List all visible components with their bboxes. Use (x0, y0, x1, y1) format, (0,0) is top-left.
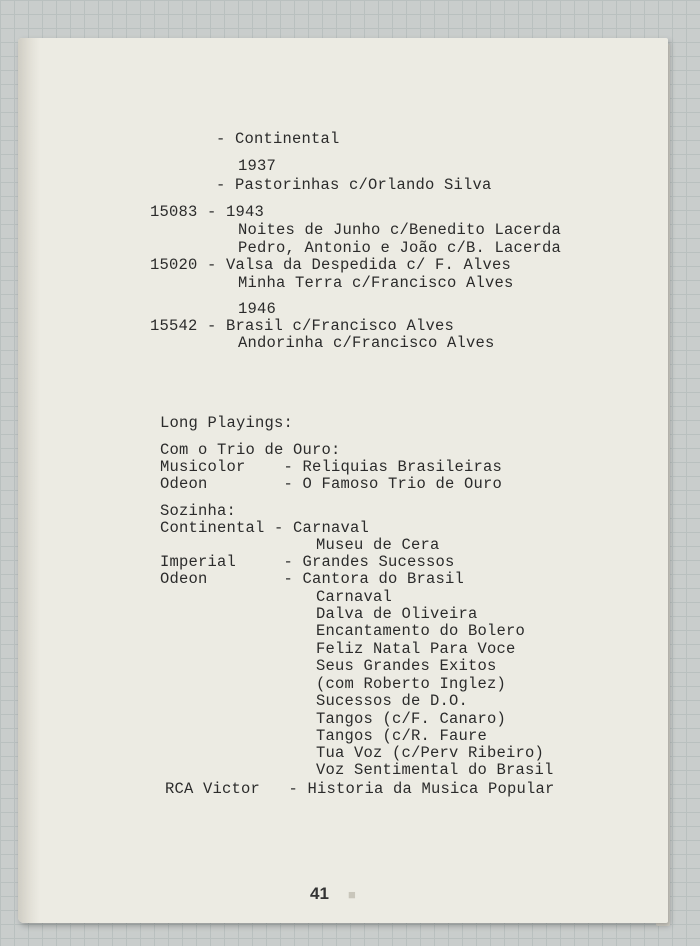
discography-line: Feliz Natal Para Voce (316, 640, 516, 658)
page-number: 41 (310, 884, 329, 903)
discography-line: Sozinha: (160, 502, 237, 520)
discography-line: RCA Victor - Historia da Musica Popular (165, 780, 555, 798)
discography-line: Com o Trio de Ouro: (160, 441, 341, 459)
discography-line: Museu de Cera (316, 536, 440, 554)
discography-line: Carnaval (316, 588, 393, 606)
binding-fold (18, 38, 40, 923)
discography-line: Tangos (c/R. Faure (316, 727, 488, 745)
section-heading: Long Playings: (160, 414, 294, 432)
discography-line: Voz Sentimental do Brasil (316, 761, 554, 779)
discography-line: Pedro, Antonio e João c/B. Lacerda (238, 239, 562, 257)
discography-line: Seus Grandes Exitos (316, 657, 497, 675)
show-through-mark: ■ (348, 887, 356, 902)
discography-line: - Continental (216, 130, 340, 148)
discography-line: 15542 - Brasil c/Francisco Alves (150, 317, 455, 335)
discography-line: Sucessos de D.O. (316, 692, 469, 710)
discography-line: Odeon - Cantora do Brasil (160, 570, 465, 588)
discography-line: 15020 - Valsa da Despedida c/ F. Alves (150, 256, 512, 274)
discography-line: 1937 (238, 157, 277, 175)
discography-line: Musicolor - Reliquias Brasileiras (160, 458, 503, 476)
discography-line: Encantamento do Bolero (316, 622, 526, 640)
discography-line: 15083 - 1943 (150, 203, 265, 221)
discography-line: - Pastorinhas c/Orlando Silva (216, 176, 492, 194)
discography-line: Tua Voz (c/Perv Ribeiro) (316, 744, 545, 762)
discography-line: Imperial - Grandes Sucessos (160, 553, 455, 571)
discography-line: Continental - Carnaval (160, 519, 370, 537)
discography-line: Minha Terra c/Francisco Alves (238, 274, 514, 292)
discography-line: Tangos (c/F. Canaro) (316, 710, 507, 728)
discography-line: (com Roberto Inglez) (316, 675, 507, 693)
discography-line: Noites de Junho c/Benedito Lacerda (238, 221, 562, 239)
discography-line: 1946 (238, 300, 277, 318)
discography-line: Dalva de Oliveira (316, 605, 478, 623)
discography-line: Andorinha c/Francisco Alves (238, 334, 495, 352)
discography-line: Odeon - O Famoso Trio de Ouro (160, 475, 503, 493)
